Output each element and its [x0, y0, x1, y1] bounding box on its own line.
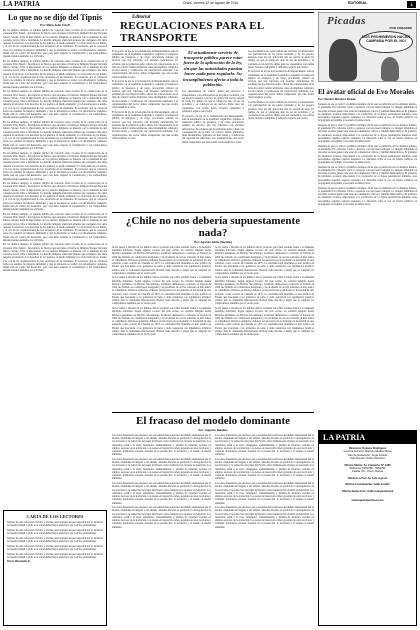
left-article-byline: Por: María Julia Coloff	[40, 23, 70, 27]
chile-article-byline: Por: Agustín Abilio (Sacaba)	[194, 239, 232, 244]
divider	[112, 412, 314, 413]
letters-title: CARTA DE LOS LECTORES	[26, 514, 84, 519]
editorial-title: REGULACIONES PARA EL TRANSPORTE	[120, 19, 264, 44]
divider	[112, 12, 314, 13]
cartoon-figure-icon	[329, 39, 357, 81]
cartoon-figure-icon	[381, 57, 399, 81]
letters-box	[3, 510, 107, 626]
cartoon-title: Picadas	[327, 15, 366, 27]
right-article	[318, 88, 417, 426]
divider	[112, 212, 314, 213]
editorial-col-1: El proyecto de ley de la Gobernación del Departamento, aún en tratamiento en la Asamblea Legislativa, regulará el transporte público de pasajeros y de carga, procurando ordenar un servicio que hoy funciona con enormes deficiencias. Es evidente que la población sufre a diario las consecuencias de la falta de control: tarifas arbitrarias, rutas incumplidas, vehículos en mal estado y conductores sin capacitación suficiente. Las organizaciones del sector deben comprender que una norma clara beneficia a todos. El proyecto de ley de la Gobernación del Departamento, aún en tratamiento en la Asamblea Legislativa, regulará el transporte público de pasajeros y de carga, procurando ordenar un servicio que hoy funciona con enormes deficiencias. Es evidente que la población sufre a diario las consecuencias de la falta de control: tarifas arbitrarias, rutas incumplidas, vehículos en mal estado y conductores sin capacitación suficiente. Las organizaciones del sector deben comprender que una norma clara beneficia a todos. El proyecto de ley de la Gobernación del Departamento, aún en tratamiento en la Asamblea Legislativa, regulará el transporte público de pasajeros y de carga, procurando ordenar un servicio que hoy funciona con enormes deficiencias. Es evidente que la población sufre a diario las consecuencias de la falta de control: tarifas arbitrarias, rutas incumplidas, vehículos en mal estado y conductores sin capacitación suficiente. Las organizaciones del sector deben comprender que una norma clara beneficia a todos.	[112, 49, 178, 140]
masthead	[0, 0, 420, 10]
cartoon-picadas	[318, 12, 417, 82]
editorial-col-2: El actualmente servicio de transporte público parece estar fuera de la aplicación de la ley, sin que las autoridades puedan hacer nada para regularlo. Su incumplimiento afecta a toda la población. Los mecanismos de control deben ser efectivos y transparentes, con participación de las juntas vecinales y de los propios usuarios. Una ley sin aplicación real no servirá de nada. Es tiempo de que el transporte deje de ser un problema y se convierta en un servicio digno para los ciudadanos, con tarifas justas, horarios cumplidos y vehículos seguros para todos. El proyecto de ley de la Gobernación del Departamento, aún en tratamiento en la Asamblea Legislativa, regulará el transporte público de pasajeros y de carga, procurando ordenar un servicio que hoy funciona con enormes deficiencias. Es evidente que la población sufre a diario las consecuencias de la falta de control: tarifas arbitrarias, rutas incumplidas, vehículos en mal estado y conductores sin capacitación suficiente. Las organizaciones del sector deben comprender que una norma clara beneficia a todos.	[182, 49, 244, 144]
newspaper-brand: LA PATRIA	[3, 0, 40, 8]
editorial	[112, 12, 314, 208]
staff-box	[318, 430, 417, 626]
page-number: 3	[407, 1, 416, 8]
letters-body: Señores de esta redacción: Escribo a ustedes para expresar mi preocupación por la situación de nuestra ciudad y pedir a las autoridades mayor atención a los vecinos. Atentamente. Señores de esta redacción: Escribo a ustedes para expresar mi preocupación por la situación de nuestra ciudad y pedir a las autoridades mayor atención a los vecinos. Atentamente. Señores de esta redacción: Escribo a ustedes para expresar mi preocupación por la situación de nuestra ciudad y pedir a las autoridades mayor atención a los vecinos. Atentamente. Señores de esta redacción: Escribo a ustedes para expresar mi preocupación por la situación de nuestra ciudad y pedir a las autoridades mayor atención a los vecinos. Atentamente. Señores de esta redacción: Escribo a ustedes para expresar mi preocupación por la situación de nuestra ciudad y pedir a las autoridades mayor atención a los vecinos. Atentamente. Marco Hernández R.	[7, 521, 103, 564]
model-article-byline: Por: Augusto Batallas	[198, 427, 228, 432]
issue-date: Oruro, viernes 12 de agosto de 2011	[183, 1, 238, 5]
editorial-pull-quote: El actualmente servicio de transporte público parece estar fuera de la aplicación de la ley, sin que las autoridades puedan hacer nada para regularlo. Su incumplimiento afecta a toda la población.	[183, 49, 243, 88]
model-col-1: Las crisis financieras que afectan a las economías más poderosas del mundo demuestran que el modelo dominante ha llegado a sus límites. Durante décadas se promovió la desregulación de los mercados y la reducción del papel del Estado como fórmula para alcanzar el desarrollo. Los resultados están a la vista: desempleo, endeudamiento y pérdida de derechos sociales en amplios sectores de la población. Los países en desarrollo deben aprender de estas lecciones y construir alternativas propias, basadas en la producción, la inclusión y el respeto al medio ambiente. Las crisis financieras que afectan a las economías más poderosas del mundo demuestran que el modelo dominante ha llegado a sus límites. Durante décadas se promovió la desregulación de los mercados y la reducción del papel del Estado como fórmula para alcanzar el desarrollo. Los resultados están a la vista: desempleo, endeudamiento y pérdida de derechos sociales en amplios sectores de la población. Los países en desarrollo deben aprender de estas lecciones y construir alternativas propias, basadas en la producción, la inclusión y el respeto al medio ambiente. Las crisis financieras que afectan a las economías más poderosas del mundo demuestran que el modelo dominante ha llegado a sus límites. Durante décadas se promovió la desregulación de los mercados y la reducción del papel del Estado como fórmula para alcanzar el desarrollo. Los resultados están a la vista: desempleo, endeudamiento y pérdida de derechos sociales en amplios sectores de la población. Los países en desarrollo deben aprender de estas lecciones y construir alternativas propias, basadas en la producción, la inclusión y el respeto al medio ambiente. Las crisis financieras que afectan a las economías más poderosas del mundo demuestran que el modelo dominante ha llegado a sus límites. Durante décadas se promovió la desregulación de los mercados y la reducción del papel del Estado como fórmula para alcanzar el desarrollo. Los resultados están a la vista: desempleo, endeudamiento y pérdida de derechos sociales en amplios sectores de la población. Los países en desarrollo deben aprender de estas lecciones y construir alternativas propias, basadas en la producción, la inclusión y el respeto al medio ambiente.	[112, 433, 211, 529]
letters-signature: Marco Hernández R.	[7, 560, 31, 564]
staff-box-logo: LA PATRIA	[319, 431, 416, 444]
chile-col-2: Se ha vuelto a discutir en los últimos días la posición que Chile sostiene frente a la demanda marítima boliviana. Según algunos voceros del país vecino, no existiría ninguna deuda histórica pendiente con Bolivia. Sin embargo, la historia demuestra lo contrario: el Tratado de 1904 fue firmado en condiciones desiguales y las promesas de acceso soberano al mar nunca se cumplieron. Diversos gobiernos chilenos reconocieron en su momento la necesidad de una solución, como ocurrió en Charaña en 1975. La reivindicación marítima es una política de Estado que trasciende a los gobiernos de turno y debe sostenerse con argumentos jurídicos sólidos ante la comunidad internacional. Bolivia tiene derecho a exigir que se cumplan los compromisos asumidos por el vecino país. Se ha vuelto a discutir en los últimos días la posición que Chile sostiene frente a la demanda marítima boliviana. Según algunos voceros del país vecino, no existiría ninguna deuda histórica pendiente con Bolivia. Sin embargo, la historia demuestra lo contrario: el Tratado de 1904 fue firmado en condiciones desiguales y las promesas de acceso soberano al mar nunca se cumplieron. Diversos gobiernos chilenos reconocieron en su momento la necesidad de una solución, como ocurrió en Charaña en 1975. La reivindicación marítima es una política de Estado que trasciende a los gobiernos de turno y debe sostenerse con argumentos jurídicos sólidos ante la comunidad internacional. Bolivia tiene derecho a exigir que se cumplan los compromisos asumidos por el vecino país. Se ha vuelto a discutir en los últimos días la posición que Chile sostiene frente a la demanda marítima boliviana. Según algunos voceros del país vecino, no existiría ninguna deuda histórica pendiente con Bolivia. Sin embargo, la historia demuestra lo contrario: el Tratado de 1904 fue firmado en condiciones desiguales y las promesas de acceso soberano al mar nunca se cumplieron. Diversos gobiernos chilenos reconocieron en su momento la necesidad de una solución, como ocurrió en Charaña en 1975. La reivindicación marítima es una política de Estado que trasciende a los gobiernos de turno y debe sostenerse con argumentos jurídicos sólidos ante la comunidad internacional. Bolivia tiene derecho a exigir que se cumplan los compromisos asumidos por el vecino país.	[215, 245, 314, 337]
model-article	[112, 412, 314, 626]
cartoon-credit: POR COBARDE	[389, 26, 412, 30]
divider	[112, 46, 314, 47]
right-article-byline: Por: Ramiro Martinez Boada	[318, 97, 356, 101]
chile-article-title: ¿Chile no nos debería supuestamente nada?	[125, 214, 301, 239]
chile-article	[112, 212, 314, 410]
website-link[interactable]: www.lapatriaenlinea.com	[351, 499, 384, 503]
editorial-col-3: Los mecanismos de control deben ser efectivos y transparentes, con participación de las juntas vecinales y de los propios usuarios. Una ley sin aplicación real no servirá de nada. Es tiempo de que el transporte deje de ser un problema y se convierta en un servicio digno para los ciudadanos, con tarifas justas, horarios cumplidos y vehículos seguros para todos. El proyecto de ley de la Gobernación del Departamento, aún en tratamiento en la Asamblea Legislativa, regulará el transporte público de pasajeros y de carga, procurando ordenar un servicio que hoy funciona con enormes deficiencias. Es evidente que la población sufre a diario las consecuencias de la falta de control: tarifas arbitrarias, rutas incumplidas, vehículos en mal estado y conductores sin capacitación suficiente. Las organizaciones del sector deben comprender que una norma clara beneficia a todos. Los mecanismos de control deben ser efectivos y transparentes, con participación de las juntas vecinales y de los propios usuarios. Una ley sin aplicación real no servirá de nada. Es tiempo de que el transporte deje de ser un problema y se convierta en un servicio digno para los ciudadanos, con tarifas justas, horarios cumplidos y vehículos seguros para todos.	[248, 49, 314, 121]
staff-lines: Directora: Dolores Rodríguez Gerente General: Marcelo Miralles Bova Jefe de Redacción: Jorge Laredo Sub Director: Pedro Sanchez Oficina Matriz: Av. Camacho Nº 1480 Teléfonos: 5250780 - 5250701 Casilla: 88 - Oruro, Bolivia Oficina La Paz: Av. 6 de Agosto Oficina Cochabamba: Calle Jordán Oficina Santa Cruz: Calle Independencia www.lapatriaenlinea.com	[319, 444, 416, 502]
chile-col-1: Se ha vuelto a discutir en los últimos días la posición que Chile sostiene frente a la demanda marítima boliviana. Según algunos voceros del país vecino, no existiría ninguna deuda histórica pendiente con Bolivia. Sin embargo, la historia demuestra lo contrario: el Tratado de 1904 fue firmado en condiciones desiguales y las promesas de acceso soberano al mar nunca se cumplieron. Diversos gobiernos chilenos reconocieron en su momento la necesidad de una solución, como ocurrió en Charaña en 1975. La reivindicación marítima es una política de Estado que trasciende a los gobiernos de turno y debe sostenerse con argumentos jurídicos sólidos ante la comunidad internacional. Bolivia tiene derecho a exigir que se cumplan los compromisos asumidos por el vecino país. Se ha vuelto a discutir en los últimos días la posición que Chile sostiene frente a la demanda marítima boliviana. Según algunos voceros del país vecino, no existiría ninguna deuda histórica pendiente con Bolivia. Sin embargo, la historia demuestra lo contrario: el Tratado de 1904 fue firmado en condiciones desiguales y las promesas de acceso soberano al mar nunca se cumplieron. Diversos gobiernos chilenos reconocieron en su momento la necesidad de una solución, como ocurrió en Charaña en 1975. La reivindicación marítima es una política de Estado que trasciende a los gobiernos de turno y debe sostenerse con argumentos jurídicos sólidos ante la comunidad internacional. Bolivia tiene derecho a exigir que se cumplan los compromisos asumidos por el vecino país. Se ha vuelto a discutir en los últimos días la posición que Chile sostiene frente a la demanda marítima boliviana. Según algunos voceros del país vecino, no existiría ninguna deuda histórica pendiente con Bolivia. Sin embargo, la historia demuestra lo contrario: el Tratado de 1904 fue firmado en condiciones desiguales y las promesas de acceso soberano al mar nunca se cumplieron. Diversos gobiernos chilenos reconocieron en su momento la necesidad de una solución, como ocurrió en Charaña en 1975. La reivindicación marítima es una política de Estado que trasciende a los gobiernos de turno y debe sostenerse con argumentos jurídicos sólidos ante la comunidad internacional. Bolivia tiene derecho a exigir que se cumplan los compromisos asumidos por el vecino país.	[112, 245, 211, 337]
model-article-title: El fracaso del modelo dominante	[136, 414, 290, 427]
right-article-body: Después de que se retiró la polémica estampa oficial que se publicaba en los distintos medios, el presidente Evo Morales volvió a aparecer con una nueva imagen. La imagen difundida en las redes sociales generó una serie de comentarios críticos y también humorísticos. El gobierno ha destinado recursos importantes a la promoción de la figura presidencial mientras otras necesidades urgentes esperan respuesta. La discusión sobre el uso de fondos públicos en propaganda es legítima y necesaria en democracia. Después de que se retiró la polémica estampa oficial que se publicaba en los distintos medios, el presidente Evo Morales volvió a aparecer con una nueva imagen. La imagen difundida en las redes sociales generó una serie de comentarios críticos y también humorísticos. El gobierno ha destinado recursos importantes a la promoción de la figura presidencial mientras otras necesidades urgentes esperan respuesta. La discusión sobre el uso de fondos públicos en propaganda es legítima y necesaria en democracia. Después de que se retiró la polémica estampa oficial que se publicaba en los distintos medios, el presidente Evo Morales volvió a aparecer con una nueva imagen. La imagen difundida en las redes sociales generó una serie de comentarios críticos y también humorísticos. El gobierno ha destinado recursos importantes a la promoción de la figura presidencial mientras otras necesidades urgentes esperan respuesta. La discusión sobre el uso de fondos públicos en propaganda es legítima y necesaria en democracia. Después de que se retiró la polémica estampa oficial que se publicaba en los distintos medios, el presidente Evo Morales volvió a aparecer con una nueva imagen. La imagen difundida en las redes sociales generó una serie de comentarios críticos y también humorísticos. El gobierno ha destinado recursos importantes a la promoción de la figura presidencial mientras otras necesidades urgentes esperan respuesta. La discusión sobre el uso de fondos públicos en propaganda es legítima y necesaria en democracia. Después de que se retiró la polémica estampa oficial que se publicaba en los distintos medios, el presidente Evo Morales volvió a aparecer con una nueva imagen. La imagen difundida en las redes sociales generó una serie de comentarios críticos y también humorísticos. El gobierno ha destinado recursos importantes a la promoción de la figura presidencial mientras otras necesidades urgentes esperan respuesta. La discusión sobre el uso de fondos públicos en propaganda es legítima y necesaria en democracia.	[318, 103, 417, 206]
right-article-title: El avatar oficial de Evo Morales	[318, 88, 415, 96]
left-article-title: Lo que no se dijo del Tipnis	[8, 13, 102, 22]
left-article-body: En los últimos tiempos, la opinión pública ha conocido sobre el tema de la construcción de la carretera Villa Tunari - San Ignacio de Moxos que atraviesa el Territorio Indígena Parque Nacional Isiboro Sécure. Toda la importancia de los pueblos indígenas se muestra con la demanda de una consulta previa, libre e informada. La marcha indígena anunciada plantea que cualquier obra debe respetar el territorio. Los derechos de los pueblos, el medio ambiente y la vida están de por medio, y la voz de las organizaciones no fue escuchada en su momento. Es necesario que se conozcan todos los estudios de impacto ambiental y que la discusión se realice con información completa. Nadie está en contra del desarrollo, pero este debe respetar la Constitución y los compromisos internacionales asumidos por el Estado. En los últimos tiempos, la opinión pública ha conocido sobre el tema de la construcción de la carretera Villa Tunari - San Ignacio de Moxos que atraviesa el Territorio Indígena Parque Nacional Isiboro Sécure. Toda la importancia de los pueblos indígenas se muestra con la demanda de una consulta previa, libre e informada. La marcha indígena anunciada plantea que cualquier obra debe respetar el territorio. Los derechos de los pueblos, el medio ambiente y la vida están de por medio, y la voz de las organizaciones no fue escuchada en su momento. Es necesario que se conozcan todos los estudios de impacto ambiental y que la discusión se realice con información completa. Nadie está en contra del desarrollo, pero este debe respetar la Constitución y los compromisos internacionales asumidos por el Estado. En los últimos tiempos, la opinión pública ha conocido sobre el tema de la construcción de la carretera Villa Tunari - San Ignacio de Moxos que atraviesa el Territorio Indígena Parque Nacional Isiboro Sécure. Toda la importancia de los pueblos indígenas se muestra con la demanda de una consulta previa, libre e informada. La marcha indígena anunciada plantea que cualquier obra debe respetar el territorio. Los derechos de los pueblos, el medio ambiente y la vida están de por medio, y la voz de las organizaciones no fue escuchada en su momento. Es necesario que se conozcan todos los estudios de impacto ambiental y que la discusión se realice con información completa. Nadie está en contra del desarrollo, pero este debe respetar la Constitución y los compromisos internacionales asumidos por el Estado. En los últimos tiempos, la opinión pública ha conocido sobre el tema de la construcción de la carretera Villa Tunari - San Ignacio de Moxos que atraviesa el Territorio Indígena Parque Nacional Isiboro Sécure. Toda la importancia de los pueblos indígenas se muestra con la demanda de una consulta previa, libre e informada. La marcha indígena anunciada plantea que cualquier obra debe respetar el territorio. Los derechos de los pueblos, el medio ambiente y la vida están de por medio, y la voz de las organizaciones no fue escuchada en su momento. Es necesario que se conozcan todos los estudios de impacto ambiental y que la discusión se realice con información completa. Nadie está en contra del desarrollo, pero este debe respetar la Constitución y los compromisos internacionales asumidos por el Estado. En los últimos tiempos, la opinión pública ha conocido sobre el tema de la construcción de la carretera Villa Tunari - San Ignacio de Moxos que atraviesa el Territorio Indígena Parque Nacional Isiboro Sécure. Toda la importancia de los pueblos indígenas se muestra con la demanda de una consulta previa, libre e informada. La marcha indígena anunciada plantea que cualquier obra debe respetar el territorio. Los derechos de los pueblos, el medio ambiente y la vida están de por medio, y la voz de las organizaciones no fue escuchada en su momento. Es necesario que se conozcan todos los estudios de impacto ambiental y que la discusión se realice con información completa. Nadie está en contra del desarrollo, pero este debe respetar la Constitución y los compromisos internacionales asumidos por el Estado. En los últimos tiempos, la opinión pública ha conocido sobre el tema de la construcción de la carretera Villa Tunari - San Ignacio de Moxos que atraviesa el Territorio Indígena Parque Nacional Isiboro Sécure. Toda la importancia de los pueblos indígenas se muestra con la demanda de una consulta previa, libre e informada. La marcha indígena anunciada plantea que cualquier obra debe respetar el territorio. Los derechos de los pueblos, el medio ambiente y la vida están de por medio, y la voz de las organizaciones no fue escuchada en su momento. Es necesario que se conozcan todos los estudios de impacto ambiental y que la discusión se realice con información completa. Nadie está en contra del desarrollo, pero este debe respetar la Constitución y los compromisos internacionales asumidos por el Estado. En los últimos tiempos, la opinión pública ha conocido sobre el tema de la construcción de la carretera Villa Tunari - San Ignacio de Moxos que atraviesa el Territorio Indígena Parque Nacional Isiboro Sécure. Toda la importancia de los pueblos indígenas se muestra con la demanda de una consulta previa, libre e informada. La marcha indígena anunciada plantea que cualquier obra debe respetar el territorio. Los derechos de los pueblos, el medio ambiente y la vida están de por medio, y la voz de las organizaciones no fue escuchada en su momento. Es necesario que se conozcan todos los estudios de impacto ambiental y que la discusión se realice con información completa. Nadie está en contra del desarrollo, pero este debe respetar la Constitución y los compromisos internacionales asumidos por el Estado. En los últimos tiempos, la opinión pública ha conocido sobre el tema de la construcción de la carretera Villa Tunari - San Ignacio de Moxos que atraviesa el Territorio Indígena Parque Nacional Isiboro Sécure. Toda la importancia de los pueblos indígenas se muestra con la demanda de una consulta previa, libre e informada. La marcha indígena anunciada plantea que cualquier obra debe respetar el territorio. Los derechos de los pueblos, el medio ambiente y la vida están de por medio, y la voz de las organizaciones no fue escuchada en su momento. Es necesario que se conozcan todos los estudios de impacto ambiental y que la discusión se realice con información completa. Nadie está en contra del desarrollo, pero este debe respetar la Constitución y los compromisos internacionales asumidos por el Estado.	[3, 29, 107, 273]
model-col-2: Las crisis financieras que afectan a las economías más poderosas del mundo demuestran que el modelo dominante ha llegado a sus límites. Durante décadas se promovió la desregulación de los mercados y la reducción del papel del Estado como fórmula para alcanzar el desarrollo. Los resultados están a la vista: desempleo, endeudamiento y pérdida de derechos sociales en amplios sectores de la población. Los países en desarrollo deben aprender de estas lecciones y construir alternativas propias, basadas en la producción, la inclusión y el respeto al medio ambiente. Las crisis financieras que afectan a las economías más poderosas del mundo demuestran que el modelo dominante ha llegado a sus límites. Durante décadas se promovió la desregulación de los mercados y la reducción del papel del Estado como fórmula para alcanzar el desarrollo. Los resultados están a la vista: desempleo, endeudamiento y pérdida de derechos sociales en amplios sectores de la población. Los países en desarrollo deben aprender de estas lecciones y construir alternativas propias, basadas en la producción, la inclusión y el respeto al medio ambiente. Las crisis financieras que afectan a las economías más poderosas del mundo demuestran que el modelo dominante ha llegado a sus límites. Durante décadas se promovió la desregulación de los mercados y la reducción del papel del Estado como fórmula para alcanzar el desarrollo. Los resultados están a la vista: desempleo, endeudamiento y pérdida de derechos sociales en amplios sectores de la población. Los países en desarrollo deben aprender de estas lecciones y construir alternativas propias, basadas en la producción, la inclusión y el respeto al medio ambiente. Las crisis financieras que afectan a las economías más poderosas del mundo demuestran que el modelo dominante ha llegado a sus límites. Durante décadas se promovió la desregulación de los mercados y la reducción del papel del Estado como fórmula para alcanzar el desarrollo. Los resultados están a la vista: desempleo, endeudamiento y pérdida de derechos sociales en amplios sectores de la población. Los países en desarrollo deben aprender de estas lecciones y construir alternativas propias, basadas en la producción, la inclusión y el respeto al medio ambiente.	[215, 433, 314, 529]
section-name: EDITORIAL	[348, 1, 368, 5]
speech-bubble: NOS PROHIBIERON HACER CAMPAÑA POR EL NO!	[359, 31, 413, 53]
left-article	[3, 13, 107, 507]
editorial-kicker: Editorial	[132, 14, 151, 20]
